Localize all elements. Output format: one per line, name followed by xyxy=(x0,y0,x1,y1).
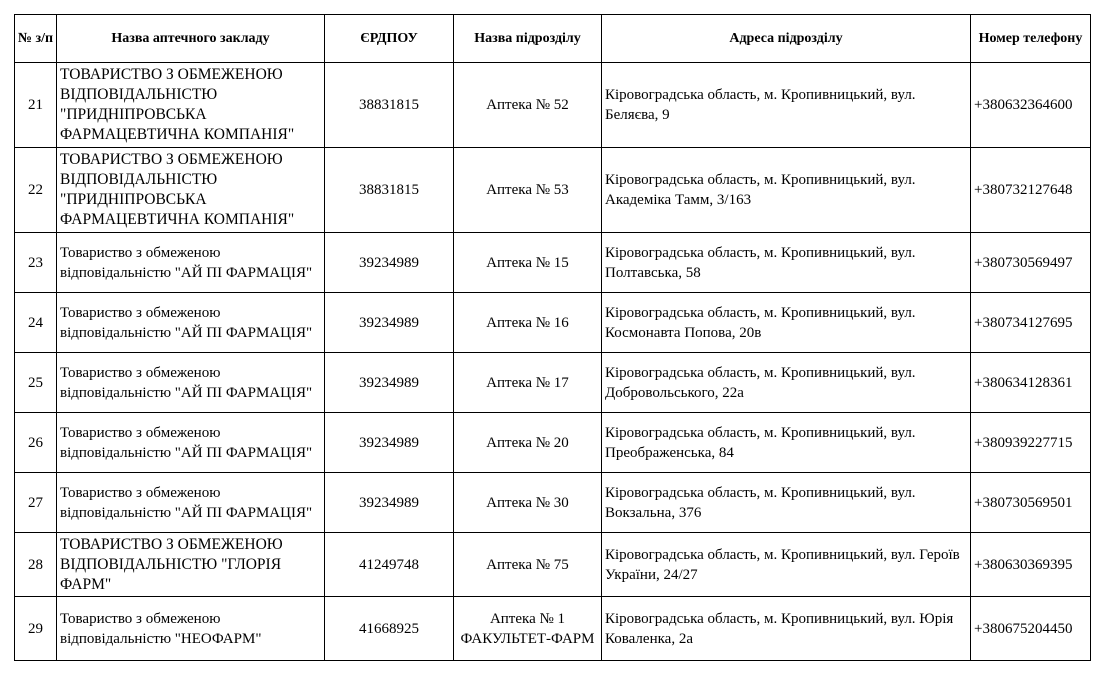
table-row xyxy=(15,353,1091,413)
cell-name: ТОВАРИСТВО З ОБМЕЖЕНОЮ ВІДПОВІДАЛЬНІСТЮ "ГЛОРІЯ ФАРМ" xyxy=(57,533,325,597)
cell-phone: +380734127695 xyxy=(971,293,1091,353)
cell-unit: Аптека № 30 xyxy=(454,473,602,533)
cell-num: 29 xyxy=(15,597,57,661)
table-row xyxy=(15,293,1091,353)
cell-name: Товариство з обмеженою відповідальністю "АЙ ПІ ФАРМАЦІЯ" xyxy=(57,413,325,473)
cell-address: Кіровоградська область, м. Кропивницький, вул. Космонавта Попова, 20в xyxy=(602,293,971,353)
table-header-row xyxy=(15,15,1091,63)
cell-num: 28 xyxy=(15,533,57,597)
cell-name: Товариство з обмеженою відповідальністю "АЙ ПІ ФАРМАЦІЯ" xyxy=(57,353,325,413)
cell-address: Кіровоградська область, м. Кропивницький, вул. Полтавська, 58 xyxy=(602,233,971,293)
cell-phone: +380634128361 xyxy=(971,353,1091,413)
cell-address: Кіровоградська область, м. Кропивницький, вул. Добровольського, 22а xyxy=(602,353,971,413)
header-address: Адреса підрозділу xyxy=(602,15,971,63)
cell-unit: Аптека № 16 xyxy=(454,293,602,353)
cell-name: ТОВАРИСТВО З ОБМЕЖЕНОЮ ВІДПОВІДАЛЬНІСТЮ "ПРИДНІПРОВСЬКА ФАРМАЦЕВТИЧНА КОМПАНІЯ" xyxy=(57,63,325,148)
cell-edrpou: 38831815 xyxy=(325,63,454,148)
cell-num: 24 xyxy=(15,293,57,353)
header-name: Назва аптечного закладу xyxy=(57,15,325,63)
cell-name: Товариство з обмеженою відповідальністю "АЙ ПІ ФАРМАЦІЯ" xyxy=(57,293,325,353)
header-phone: Номер телефону xyxy=(971,15,1091,63)
cell-unit: Аптека № 20 xyxy=(454,413,602,473)
cell-phone: +380632364600 xyxy=(971,63,1091,148)
cell-num: 25 xyxy=(15,353,57,413)
cell-address: Кіровоградська область, м. Кропивницький, вул. Академіка Тамм, 3/163 xyxy=(602,148,971,233)
cell-edrpou: 39234989 xyxy=(325,413,454,473)
cell-phone: +380939227715 xyxy=(971,413,1091,473)
cell-unit: Аптека № 53 xyxy=(454,148,602,233)
cell-edrpou: 39234989 xyxy=(325,233,454,293)
cell-num: 21 xyxy=(15,63,57,148)
header-edrpou: ЄРДПОУ xyxy=(325,15,454,63)
cell-phone: +380675204450 xyxy=(971,597,1091,661)
cell-unit: Аптека № 15 xyxy=(454,233,602,293)
table-row xyxy=(15,233,1091,293)
table-row xyxy=(15,148,1091,233)
cell-name: ТОВАРИСТВО З ОБМЕЖЕНОЮ ВІДПОВІДАЛЬНІСТЮ "ПРИДНІПРОВСЬКА ФАРМАЦЕВТИЧНА КОМПАНІЯ" xyxy=(57,148,325,233)
cell-name: Товариство з обмеженою відповідальністю "АЙ ПІ ФАРМАЦІЯ" xyxy=(57,473,325,533)
cell-num: 27 xyxy=(15,473,57,533)
cell-num: 23 xyxy=(15,233,57,293)
cell-address: Кіровоградська область, м. Кропивницький, вул. Преображенська, 84 xyxy=(602,413,971,473)
cell-edrpou: 38831815 xyxy=(325,148,454,233)
table-row xyxy=(15,63,1091,148)
cell-num: 22 xyxy=(15,148,57,233)
cell-name: Товариство з обмеженою відповідальністю "НЕОФАРМ" xyxy=(57,597,325,661)
table-row xyxy=(15,473,1091,533)
table-row xyxy=(15,597,1091,661)
cell-phone: +380732127648 xyxy=(971,148,1091,233)
table-row xyxy=(15,533,1091,597)
cell-address: Кіровоградська область, м. Кропивницький, вул. Юрія Коваленка, 2а xyxy=(602,597,971,661)
cell-address: Кіровоградська область, м. Кропивницький, вул. Вокзальна, 376 xyxy=(602,473,971,533)
cell-phone: +380730569501 xyxy=(971,473,1091,533)
table-row xyxy=(15,413,1091,473)
pharmacy-table xyxy=(14,14,1091,661)
cell-edrpou: 39234989 xyxy=(325,473,454,533)
cell-edrpou: 39234989 xyxy=(325,293,454,353)
cell-name: Товариство з обмеженою відповідальністю "АЙ ПІ ФАРМАЦІЯ" xyxy=(57,233,325,293)
cell-unit: Аптека № 1 ФАКУЛЬТЕТ-ФАРМ xyxy=(454,597,602,661)
cell-address: Кіровоградська область, м. Кропивницький, вул. Беляєва, 9 xyxy=(602,63,971,148)
cell-edrpou: 41249748 xyxy=(325,533,454,597)
cell-phone: +380630369395 xyxy=(971,533,1091,597)
header-unit: Назва підрозділу xyxy=(454,15,602,63)
header-num: № з/п xyxy=(15,15,57,63)
cell-unit: Аптека № 75 xyxy=(454,533,602,597)
cell-address: Кіровоградська область, м. Кропивницький, вул. Героїв України, 24/27 xyxy=(602,533,971,597)
cell-edrpou: 39234989 xyxy=(325,353,454,413)
cell-unit: Аптека № 52 xyxy=(454,63,602,148)
cell-phone: +380730569497 xyxy=(971,233,1091,293)
cell-edrpou: 41668925 xyxy=(325,597,454,661)
cell-num: 26 xyxy=(15,413,57,473)
cell-unit: Аптека № 17 xyxy=(454,353,602,413)
